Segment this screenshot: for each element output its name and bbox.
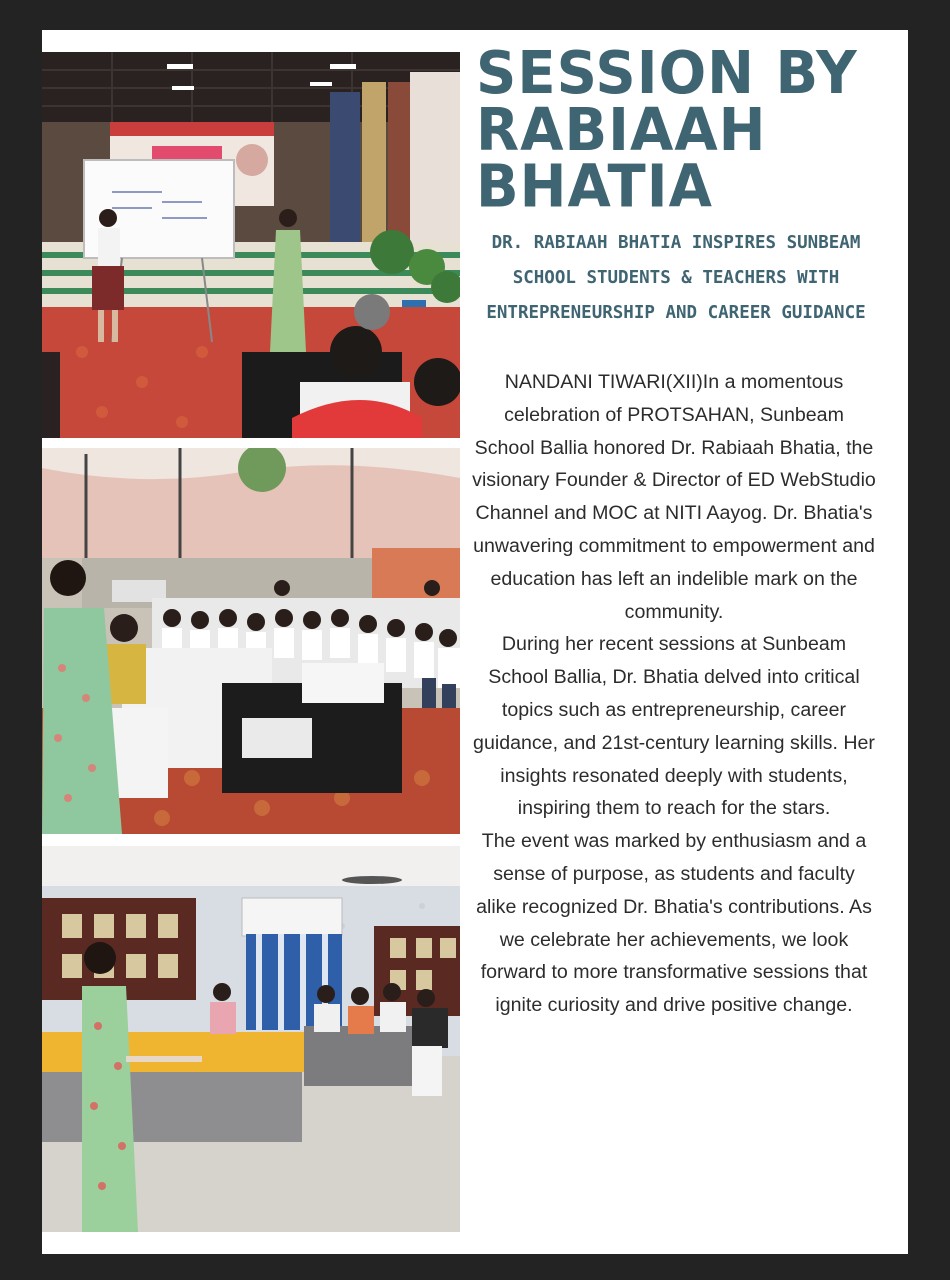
title-line: BHATIA xyxy=(476,153,713,222)
hall-session-photo xyxy=(42,846,460,1232)
article-title xyxy=(476,39,904,222)
title-line: RABIAAH xyxy=(476,96,767,165)
body-paragraph: NANDANI TIWARI(XII)In a momentous celebration of PROTSAHAN, Sunbeam School Ballia honored Dr. Rabiaah Bhatia, the visionary Founder & Director of ED WebStudio Channel and MOC at NITI Aayog. Dr. Bhatia's unwavering commitment to empowerment and education has left an indelible mark on the community. xyxy=(472,371,876,623)
article-subtitle: DR. RABIAAH BHATIA INSPIRES SUNBEAM SCHOOL STUDENTS & TEACHERS WITH ENTREPRENEURSHIP AND CAREER GUIDANCE xyxy=(486,233,866,323)
title-line: SESSION BY xyxy=(476,39,858,108)
stage-session-photo xyxy=(42,52,460,438)
body-paragraph: During her recent sessions at Sunbeam School Ballia, Dr. Bhatia delved into critical topics such as entrepreneurship, career guidance, and 21st-century learning skills. Her insights resonated deeply with students, inspiring them to reach for the stars. xyxy=(473,633,875,820)
newsletter-page xyxy=(42,30,908,1254)
article-body xyxy=(472,366,876,1022)
audience-tent-photo xyxy=(42,448,460,834)
body-paragraph: The event was marked by enthusiasm and a sense of purpose, as students and faculty alike recognized Dr. Bhatia's contributions. As we celebrate her achievements, we look forward to more transformative sessions that ignite curiosity and drive positive change. xyxy=(476,830,872,1017)
